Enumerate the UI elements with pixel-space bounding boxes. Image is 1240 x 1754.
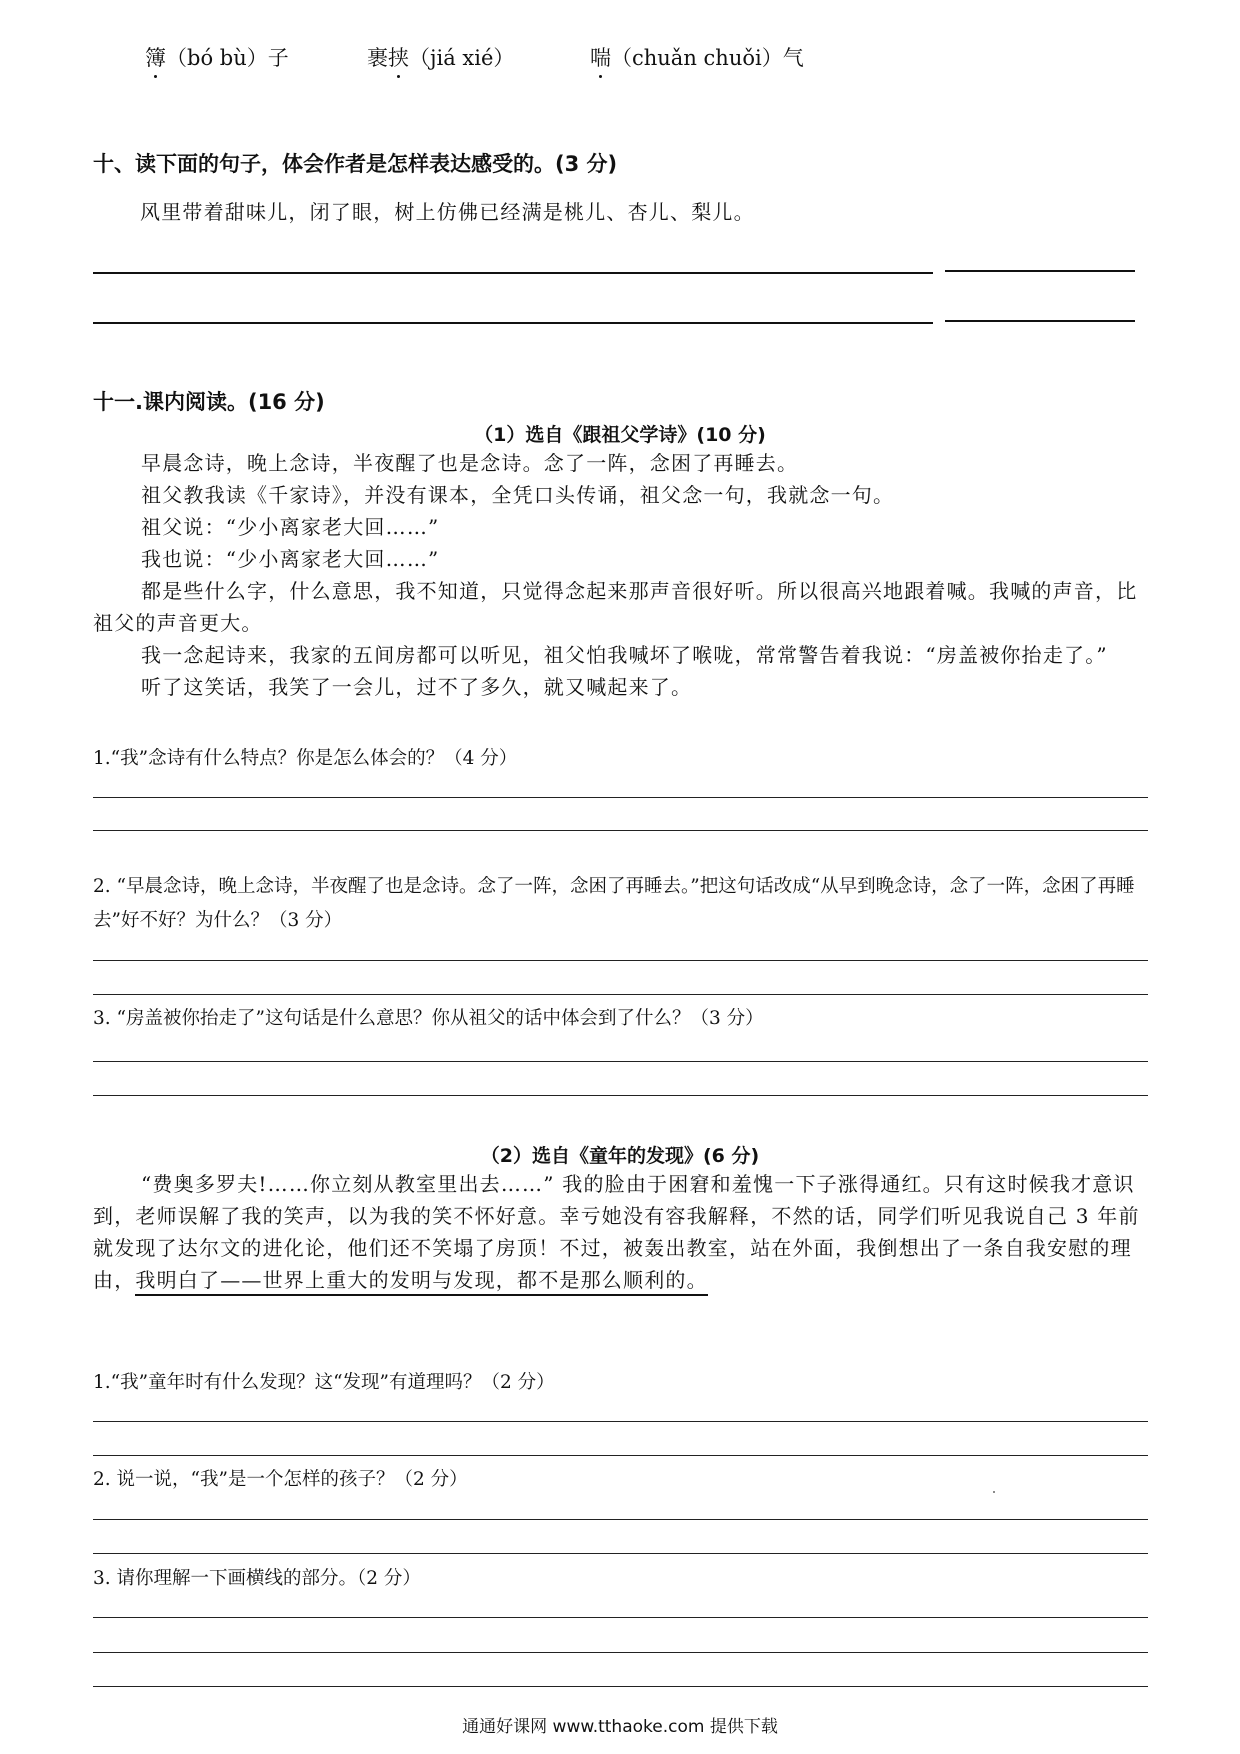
section-10-sentence: 风里带着甜味儿，闭了眼，树上仿佛已经满是桃儿、杏儿、梨儿。 bbox=[140, 200, 755, 224]
answer-line bbox=[93, 1061, 1148, 1062]
pinyin-item-2-char-2: 挟 bbox=[388, 46, 409, 70]
pinyin-item-1 bbox=[145, 42, 289, 72]
reading-1-paragraph: 祖父教我读《千家诗》，并没有课本，全凭口头传诵，祖父念一句，我就念一句。 bbox=[141, 483, 895, 507]
pinyin-item-3-char-2: 气 bbox=[782, 46, 804, 70]
answer-line bbox=[93, 1421, 1148, 1422]
pinyin-item-3-char-1: 喘 bbox=[590, 46, 611, 70]
reading-1-question-3: 3. “房盖被你抬走了”这句话是什么意思？你从祖父的话中体会到了什么？（3 分） bbox=[93, 1008, 764, 1029]
reading-1-title: （1）选自《跟祖父学诗》(10 分) bbox=[474, 424, 766, 446]
section-11-title: 十一.课内阅读。(16 分) bbox=[93, 390, 325, 414]
answer-line bbox=[93, 1652, 1148, 1653]
answer-line bbox=[93, 1617, 1148, 1618]
reading-1-passage bbox=[93, 447, 1148, 703]
answer-line bbox=[93, 322, 933, 324]
answer-line bbox=[93, 797, 1148, 798]
reading-1-question-1: 1.“我”念诗有什么特点？你是怎么体会的？（4 分） bbox=[93, 748, 518, 769]
reading-2-question-3: 3. 请你理解一下画横线的部分。（2 分） bbox=[93, 1568, 421, 1589]
answer-line bbox=[93, 1455, 1148, 1456]
reading-2-passage-text: “费奥多罗夫!……你立刻从教室里出去……” 我的脸由于困窘和羞愧一下子涨得通红。只有这时候我才意识到，老师误解了我的笑声，以为我的笑不怀好意。幸亏她没有容我解释，不然的话，同学们听见我说自己 3 年前就发现了达尔文的进化论，他们还不笑塌了房顶！不过，被轰出教室，站在外面，我倒想出了一条自我安慰的理由， bbox=[93, 1172, 1140, 1292]
reading-1-paragraph: 都是些什么字，什么意思，我不知道，只觉得念起来那声音很好听。所以很高兴地跟着喊。我喊的声音，比祖父的声音更大。 bbox=[93, 579, 1138, 635]
pinyin-item-2-options: （jiá xié） bbox=[409, 46, 515, 70]
reading-2-question-1: 1.“我”童年时有什么发现？这“发现”有道理吗？（2 分） bbox=[93, 1372, 555, 1393]
reading-1-question-2: 2. “早晨念诗，晚上念诗，半夜醒了也是念诗。念了一阵，念困了再睡去。”把这句话改成“从早到晚念诗，念了一阵，念困了再睡去”好不好？为什么？（3 分） bbox=[93, 876, 1135, 931]
footer-credit: 通通好课网 www.tthaoke.com 提供下载 bbox=[462, 1717, 778, 1737]
answer-line bbox=[945, 320, 1135, 322]
answer-line bbox=[93, 1553, 1148, 1554]
reading-2-underlined-sentence: 我明白了——世界上重大的发明与发现，都不是那么顺利的。 bbox=[135, 1268, 707, 1296]
answer-line bbox=[93, 994, 1148, 995]
answer-line bbox=[93, 1095, 1148, 1096]
answer-line bbox=[93, 1519, 1148, 1520]
pinyin-item-1-options: （bó bù） bbox=[166, 46, 268, 70]
answer-line bbox=[93, 1686, 1148, 1687]
reading-2-question-2: 2. 说一说，“我”是一个怎样的孩子？（2 分） bbox=[93, 1469, 468, 1490]
reading-2-passage bbox=[93, 1168, 1148, 1296]
pinyin-item-3 bbox=[590, 42, 804, 72]
reading-1-paragraph: 听了这笑话，我笑了一会儿，过不了多久，就又喊起来了。 bbox=[141, 675, 693, 699]
pinyin-item-1-char-2: 子 bbox=[267, 46, 289, 70]
answer-line bbox=[93, 960, 1148, 961]
reading-1-paragraph: 我也说：“少小离家老大回……” bbox=[141, 547, 440, 571]
answer-line bbox=[93, 830, 1148, 831]
pinyin-item-1-char-1: 簿 bbox=[145, 46, 166, 70]
answer-line bbox=[93, 272, 933, 274]
pinyin-item-2-char-1: 裹 bbox=[367, 46, 388, 70]
section-10-title: 十、读下面的句子，体会作者是怎样表达感受的。(3 分) bbox=[93, 152, 618, 176]
pinyin-item-2 bbox=[367, 42, 514, 72]
reading-2-title: （2）选自《童年的发现》(6 分) bbox=[480, 1145, 760, 1167]
reading-1-paragraph: 我一念起诗来，我家的五间房都可以听见，祖父怕我喊坏了喉咙，常常警告着我说：“房盖被你抬走了。” bbox=[141, 643, 1108, 667]
reading-1-paragraph: 祖父说：“少小离家老大回……” bbox=[141, 515, 440, 539]
reading-1-paragraph: 早晨念诗，晚上念诗，半夜醒了也是念诗。念了一阵，念困了再睡去。 bbox=[141, 451, 799, 475]
pinyin-item-3-options: （chuǎn chuǒi） bbox=[611, 46, 783, 70]
answer-line bbox=[945, 270, 1135, 272]
scan-speck bbox=[993, 1491, 995, 1493]
